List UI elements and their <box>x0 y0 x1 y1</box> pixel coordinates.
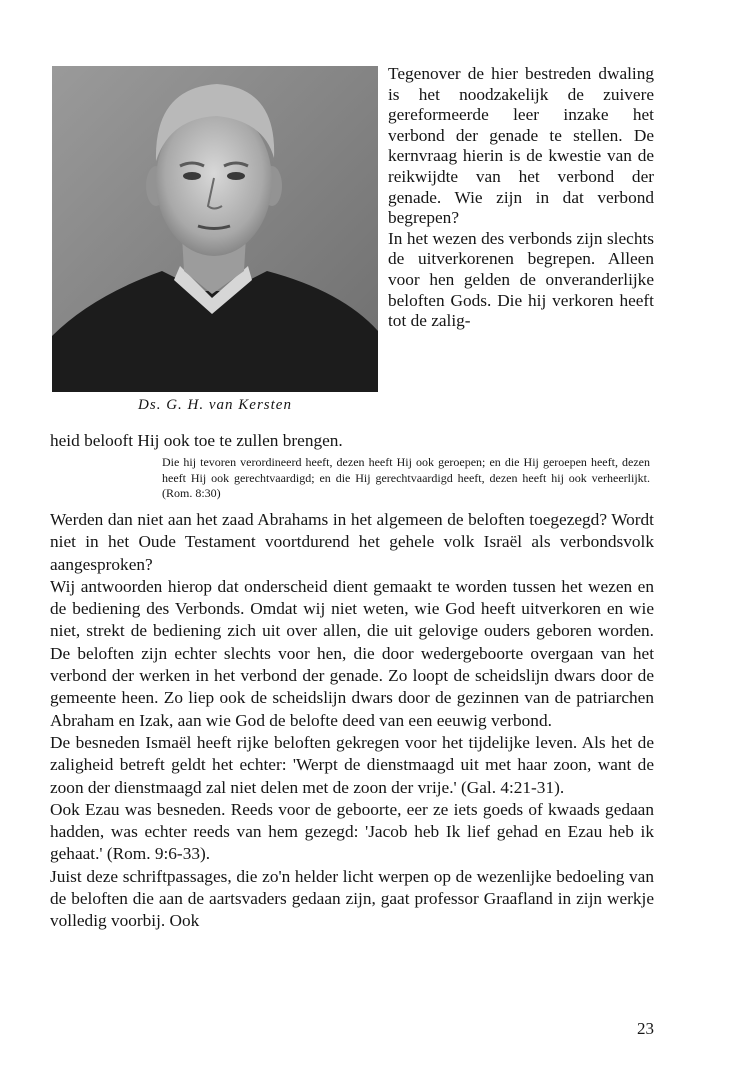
page-number: 23 <box>637 1019 654 1038</box>
paragraph: Tegenover de hier bestreden dwaling is het noodzakelijk de zuivere gereformeerde leer inzake het verbond der genade te stellen. De kernvraag hierin is de kwestie van de reikwijdte van het verbond der genade. Wie zijn in dat verbond begrepen? <box>388 64 654 228</box>
paragraph: Werden dan niet aan het zaad Abrahams in het algemeen de beloften toegezegd? Wordt niet in het Oude Testament voortdurend het gehele volk Israël als verbondsvolk aangesproken? <box>50 510 654 574</box>
paragraph: De besneden Ismaël heeft rijke beloften gekregen voor het tijdelijke leven. Als het de zaligheid betreft geldt het echter: 'Werpt de dienstmaagd uit met haar zoon, want de zoon der dienstmaagd zal niet delen met de zoon der vrije.' (Gal. 4:21-31). <box>50 732 654 797</box>
right-column-text <box>388 64 654 332</box>
paragraph: Juist deze schriftpassages, die zo'n helder licht werpen op de wezenlijke bedoeling van de beloften die aan de aartsvaders gedaan zijn, gaat professor Graafland in zijn werkje volledig voorbij. Ook <box>50 866 654 931</box>
portrait-photo-image <box>52 66 378 392</box>
portrait-photo <box>52 66 378 392</box>
paragraph: Ook Ezau was besneden. Reeds voor de geboorte, eer ze iets goeds of kwaads gedaan hadden, was echter reeds van hem gezegd: 'Jacob heb Ik lief gehad en Ezau heb ik gehaat.' (Rom. 9:6-33). <box>50 799 654 864</box>
body-text <box>50 509 654 933</box>
photo-caption: Ds. G. H. van Kersten <box>138 397 292 413</box>
paragraph: In het wezen des verbonds zijn slechts de uitverkorenen begrepen. Alleen voor hen gelden de onveranderlijke beloften Gods. Die hij verkoren heeft tot de zalig- <box>388 228 654 331</box>
scripture-quote: Die hij tevoren verordineerd heeft, dezen heeft Hij ook geroepen; en die Hij geroepen heeft, dezen heeft Hij ook gerechtvaardigd; en die Hij gerechtvaardigd heeft, dezen heeft hij ook verheerlijkt. (Rom. 8:30) <box>162 455 650 500</box>
paragraph: Wij antwoorden hierop dat onderscheid dient gemaakt te worden tussen het wezen en de bediening des Verbonds. Omdat wij niet weten, wie God heeft uitverkoren en wie niet, strekt de bediening zich uit over allen, die uit gelovige ouders geboren worden. De beloften zijn echter slechts voor hen, die door wedergeboorte overgaan van het verbond der werken in het verbond der genade. Zo loopt de scheidslijn dwars door de gemeente heen. Zo liep ook de scheidslijn dwars door de gezinnen van de patriarchen Abraham en Izak, aan wie God de belofte deed van een eeuwig verbond. <box>50 576 654 730</box>
paragraph-continuation: heid belooft Hij ook toe te zullen brengen. <box>50 431 343 450</box>
